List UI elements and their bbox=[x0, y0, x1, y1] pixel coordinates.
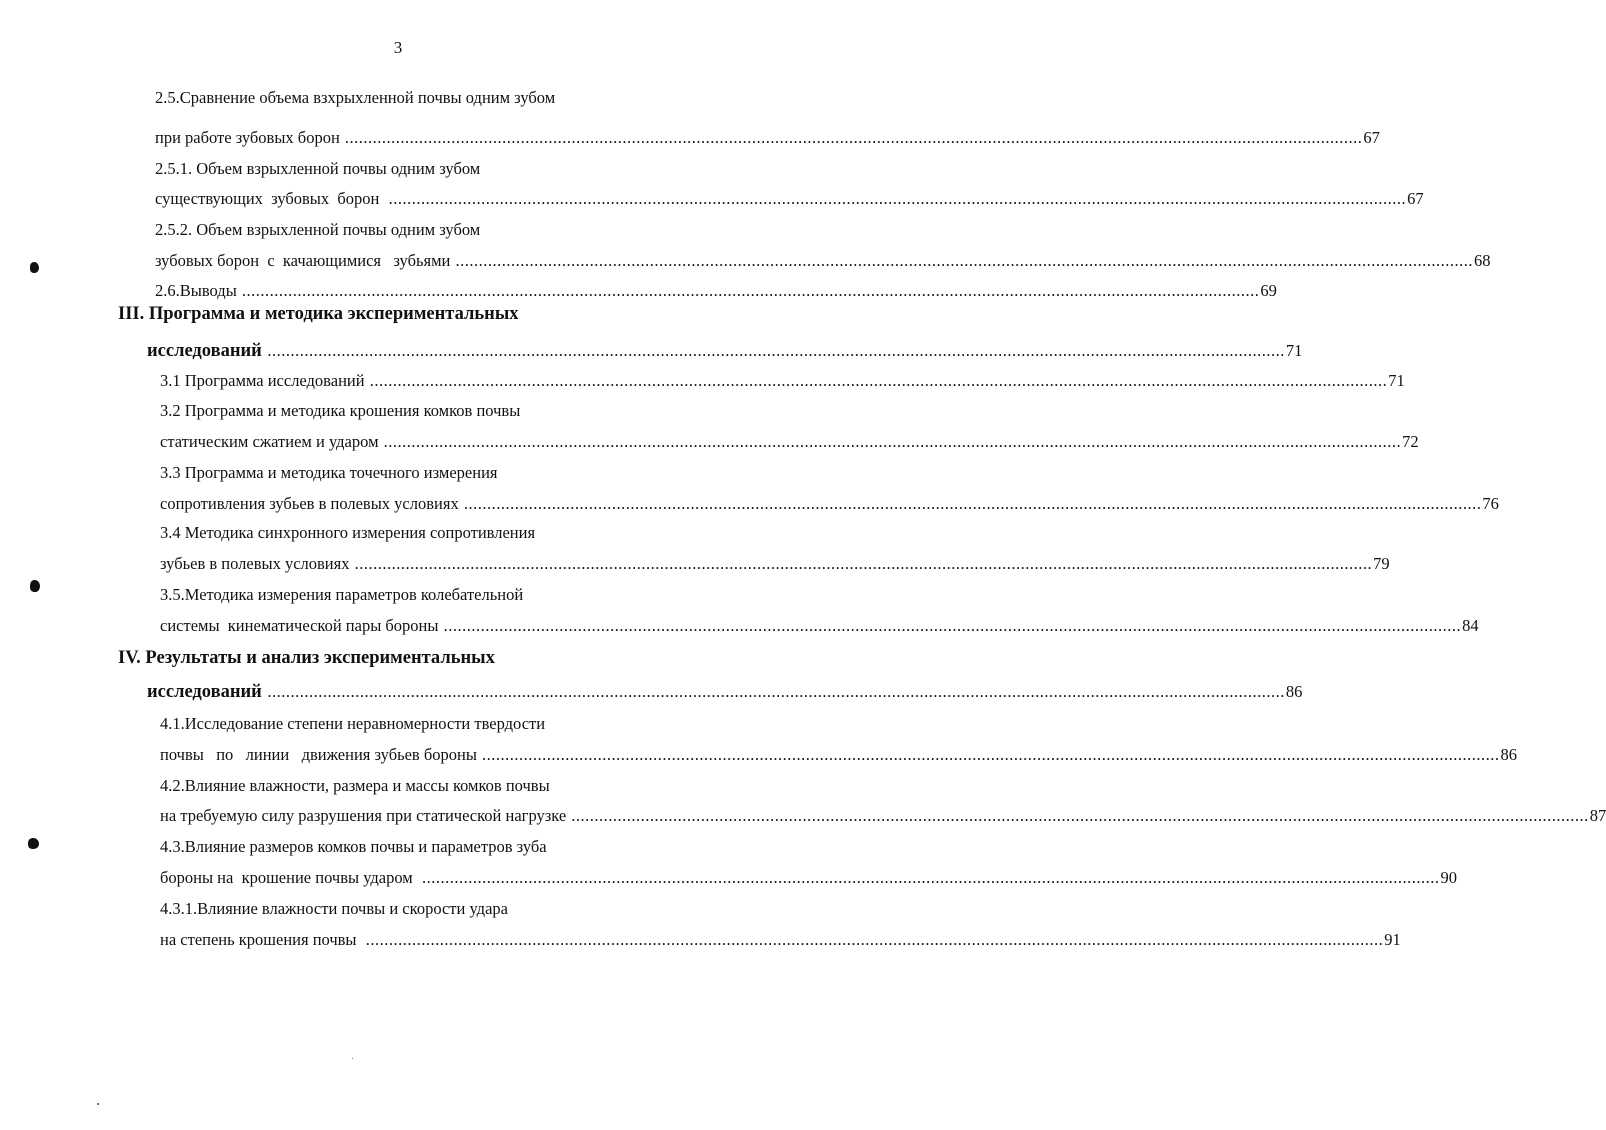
dot-leader: ............................................................................................................................................................................................................................ bbox=[354, 554, 1373, 573]
toc-entry-text: на степень крошения почвы bbox=[160, 930, 365, 949]
dot-leader: ............................................................................................................................................................................................................................ bbox=[388, 189, 1407, 208]
toc-page-number: 86 bbox=[1500, 745, 1518, 764]
toc-entry-4-1-cont bbox=[160, 743, 1518, 767]
toc-entry-text: 3.2 Программа и методика крошения комков почвы bbox=[160, 401, 521, 420]
toc-entry-2-5 bbox=[155, 86, 555, 110]
toc-entry-text: зубовых борон с качающимися зубьями bbox=[155, 251, 455, 270]
toc-entry-text: 4.3.1.Влияние влажности почвы и скорости удара bbox=[160, 899, 508, 918]
toc-entry-4-2-cont bbox=[160, 804, 1606, 828]
toc-chapter-3-cont bbox=[147, 339, 1303, 363]
toc-entry-text: при работе зубовых борон bbox=[155, 128, 344, 147]
toc-entry-text: почвы по линии движения зубьев бороны bbox=[160, 745, 482, 764]
toc-entry-text: системы кинематической пары бороны bbox=[160, 616, 443, 635]
toc-entry-3-5-cont bbox=[160, 614, 1479, 638]
toc-entry-text: исследований bbox=[147, 682, 267, 702]
dot-leader: ............................................................................................................................................................................................................................ bbox=[344, 128, 1363, 147]
punch-hole-mark bbox=[30, 580, 40, 592]
toc-page-number: 87 bbox=[1589, 806, 1606, 825]
toc-page-number: 67 bbox=[1363, 128, 1380, 147]
toc-page-number: 71 bbox=[1388, 371, 1405, 390]
toc-entry-text: IV. Результаты и анализ экспериментальных bbox=[118, 648, 495, 668]
toc-entry-3-2 bbox=[160, 399, 520, 423]
dot-leader: ............................................................................................................................................................................................................................ bbox=[241, 281, 1260, 300]
dot-leader: ............................................................................................................................................................................................................................ bbox=[267, 682, 1285, 701]
toc-page-number: 68 bbox=[1473, 251, 1491, 270]
toc-entry-3-1 bbox=[160, 369, 1405, 393]
toc-entry-3-4 bbox=[160, 521, 535, 545]
toc-entry-2-5-2 bbox=[155, 218, 480, 242]
toc-entry-4-3-1-cont bbox=[160, 928, 1401, 952]
toc-chapter-4 bbox=[118, 646, 495, 670]
toc-page-number: 79 bbox=[1373, 554, 1390, 573]
toc-page-number: 69 bbox=[1260, 281, 1277, 300]
toc-entry-text: 3.1 Программа исследований bbox=[160, 371, 369, 390]
toc-entry-text: 3.3 Программа и методика точечного измерения bbox=[160, 463, 498, 482]
dot-leader: ............................................................................................................................................................................................................................ bbox=[463, 494, 1482, 513]
toc-entry-text: 4.2.Влияние влажности, размера и массы комков почвы bbox=[160, 776, 550, 795]
toc-page-number: 72 bbox=[1402, 432, 1419, 451]
toc-entry-4-2 bbox=[160, 774, 550, 798]
toc-entry-text: 2.5.1. Объем взрыхленной почвы одним зубом bbox=[155, 159, 481, 178]
toc-entry-text: зубьев в полевых условиях bbox=[160, 554, 354, 573]
toc-entry-text: статическим сжатием и ударом bbox=[160, 432, 383, 451]
toc-chapter-3 bbox=[118, 302, 519, 326]
toc-page-number: 91 bbox=[1384, 930, 1401, 949]
toc-entry-2-5-1 bbox=[155, 157, 480, 181]
scan-speck bbox=[97, 1103, 99, 1105]
dot-leader: ............................................................................................................................................................................................................................ bbox=[455, 251, 1473, 270]
toc-entry-text: существующих зубовых борон bbox=[155, 189, 388, 208]
toc-page-number: 84 bbox=[1462, 616, 1479, 635]
toc-entry-3-5 bbox=[160, 583, 523, 607]
punch-hole-mark bbox=[30, 262, 39, 273]
toc-entry-4-3-1 bbox=[160, 897, 508, 921]
toc-entry-text: 4.3.Влияние размеров комков почвы и параметров зуба bbox=[160, 837, 547, 856]
toc-entry-text: 2.6.Выводы bbox=[155, 281, 241, 300]
toc-entry-text: сопротивления зубьев в полевых условиях bbox=[160, 494, 463, 513]
toc-entry-2-6 bbox=[155, 279, 1277, 303]
dot-leader: ............................................................................................................................................................................................................................ bbox=[365, 930, 1384, 949]
toc-entry-4-3-cont bbox=[160, 866, 1458, 890]
dot-leader: ............................................................................................................................................................................................................................ bbox=[422, 868, 1440, 887]
toc-chapter-4-cont bbox=[147, 680, 1303, 704]
dot-leader: ............................................................................................................................................................................................................................ bbox=[369, 371, 1388, 390]
toc-entry-2-5-2-cont bbox=[155, 249, 1491, 273]
toc-page-number: 71 bbox=[1285, 341, 1303, 360]
toc-entry-3-4-cont bbox=[160, 552, 1390, 576]
toc-entry-3-3-cont bbox=[160, 492, 1499, 516]
dot-leader: ............................................................................................................................................................................................................................ bbox=[443, 616, 1462, 635]
toc-entry-text: исследований bbox=[147, 341, 267, 361]
toc-entry-text: 3.4 Методика синхронного измерения сопротивления bbox=[160, 523, 536, 542]
page-number: 3 bbox=[393, 38, 403, 57]
toc-entry-text: 2.5.Сравнение объема взхрыхленной почвы одним зубом bbox=[155, 88, 556, 107]
toc-page-number: 76 bbox=[1482, 494, 1499, 513]
toc-entry-3-3 bbox=[160, 461, 498, 485]
toc-page-number: 86 bbox=[1285, 682, 1303, 701]
toc-entry-3-2-cont bbox=[160, 430, 1419, 454]
toc-entry-text: 2.5.2. Объем взрыхленной почвы одним зубом bbox=[155, 220, 481, 239]
punch-hole-mark bbox=[28, 838, 39, 849]
toc-page-number: 67 bbox=[1407, 189, 1424, 208]
dot-leader: ............................................................................................................................................................................................................................ bbox=[267, 341, 1285, 360]
toc-entry-text: 4.1.Исследование степени неравномерности твердости bbox=[160, 714, 546, 733]
toc-page-number: 90 bbox=[1440, 868, 1458, 887]
toc-entry-4-3 bbox=[160, 835, 547, 859]
toc-entry-2-5-cont bbox=[155, 126, 1380, 150]
toc-entry-text: бороны на крошение почвы ударом bbox=[160, 868, 422, 887]
toc-entry-text: 3.5.Методика измерения параметров колебательной bbox=[160, 585, 524, 604]
dot-leader: ............................................................................................................................................................................................................................ bbox=[482, 745, 1500, 764]
toc-entry-text: на требуемую силу разрушения при статической нагрузке bbox=[160, 806, 571, 825]
dot-leader: ............................................................................................................................................................................................................................ bbox=[383, 432, 1402, 451]
toc-entry-text: III. Программа и методика экспериментальных bbox=[118, 304, 519, 324]
toc-entry-4-1 bbox=[160, 712, 545, 736]
scan-speck bbox=[352, 1058, 353, 1059]
dot-leader: ............................................................................................................................................................................................................................ bbox=[571, 806, 1589, 825]
toc-entry-2-5-1-cont bbox=[155, 187, 1424, 211]
